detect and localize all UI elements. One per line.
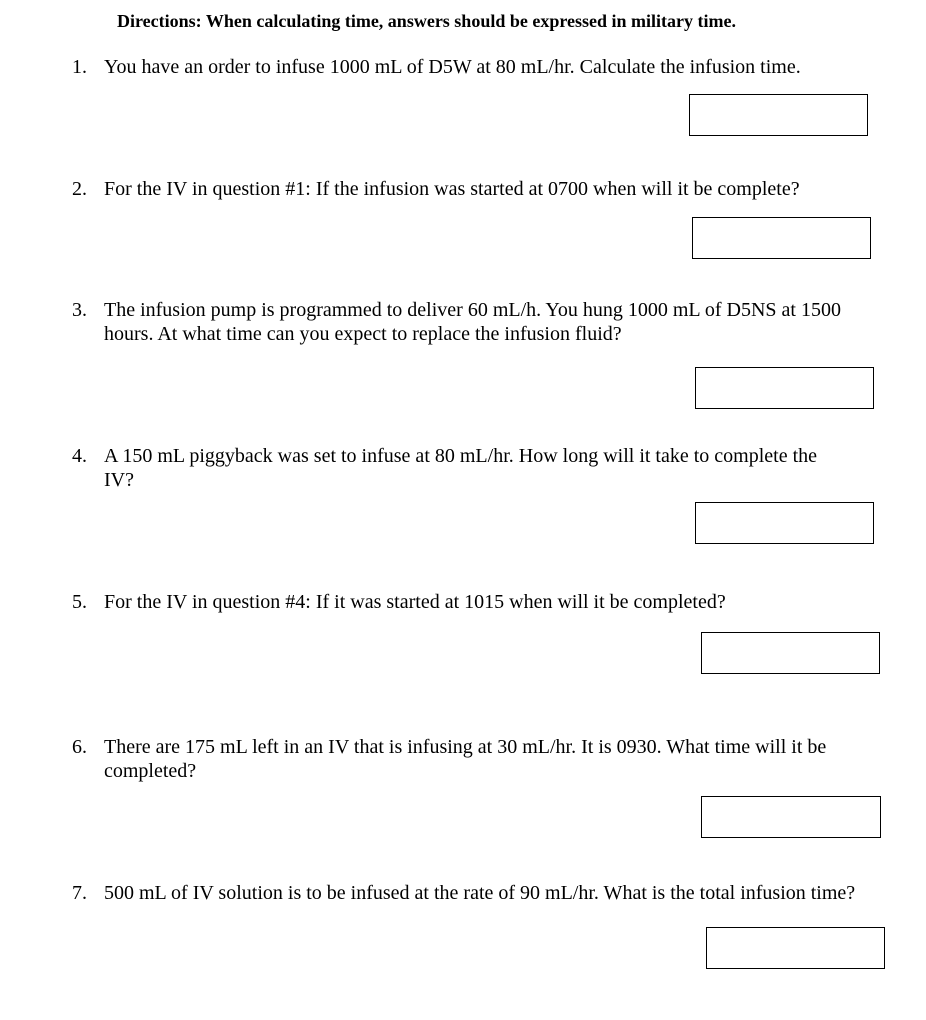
answer-box-5[interactable] xyxy=(701,632,880,674)
question-text: For the IV in question #1: If the infusion was started at 0700 when will it be complete? xyxy=(104,178,800,200)
question-text: For the IV in question #4: If it was started at 1015 when will it be completed? xyxy=(104,591,726,613)
answer-box-2[interactable] xyxy=(692,217,871,259)
answer-box-7[interactable] xyxy=(706,927,885,969)
question-text: You have an order to infuse 1000 mL of D5W at 80 mL/hr. Calculate the infusion time. xyxy=(104,56,801,78)
question-number: 2. xyxy=(72,178,87,200)
question-number: 3. xyxy=(72,299,87,321)
question-number: 6. xyxy=(72,736,87,758)
question-text: There are 175 mL left in an IV that is infusing at 30 mL/hr. It is 0930. What time will it be completed? xyxy=(104,736,827,782)
question-number: 1. xyxy=(72,56,87,78)
question-number: 4. xyxy=(72,445,87,467)
answer-box-1[interactable] xyxy=(689,94,868,136)
question-text: A 150 mL piggyback was set to infuse at 80 mL/hr. How long will it take to complete the IV? xyxy=(104,445,818,491)
question-text: 500 mL of IV solution is to be infused at the rate of 90 mL/hr. What is the total infusion time? xyxy=(104,882,856,904)
question-text: The infusion pump is programmed to deliver 60 mL/h. You hung 1000 mL of D5NS at 1500 hours. At what time can you expect to replace the infusion fluid? xyxy=(104,299,841,345)
question-number: 5. xyxy=(72,591,87,613)
directions-heading: Directions: When calculating time, answers should be expressed in military time. xyxy=(117,11,736,31)
answer-box-4[interactable] xyxy=(695,502,874,544)
answer-box-6[interactable] xyxy=(701,796,881,838)
question-number: 7. xyxy=(72,882,87,904)
answer-box-3[interactable] xyxy=(695,367,874,409)
